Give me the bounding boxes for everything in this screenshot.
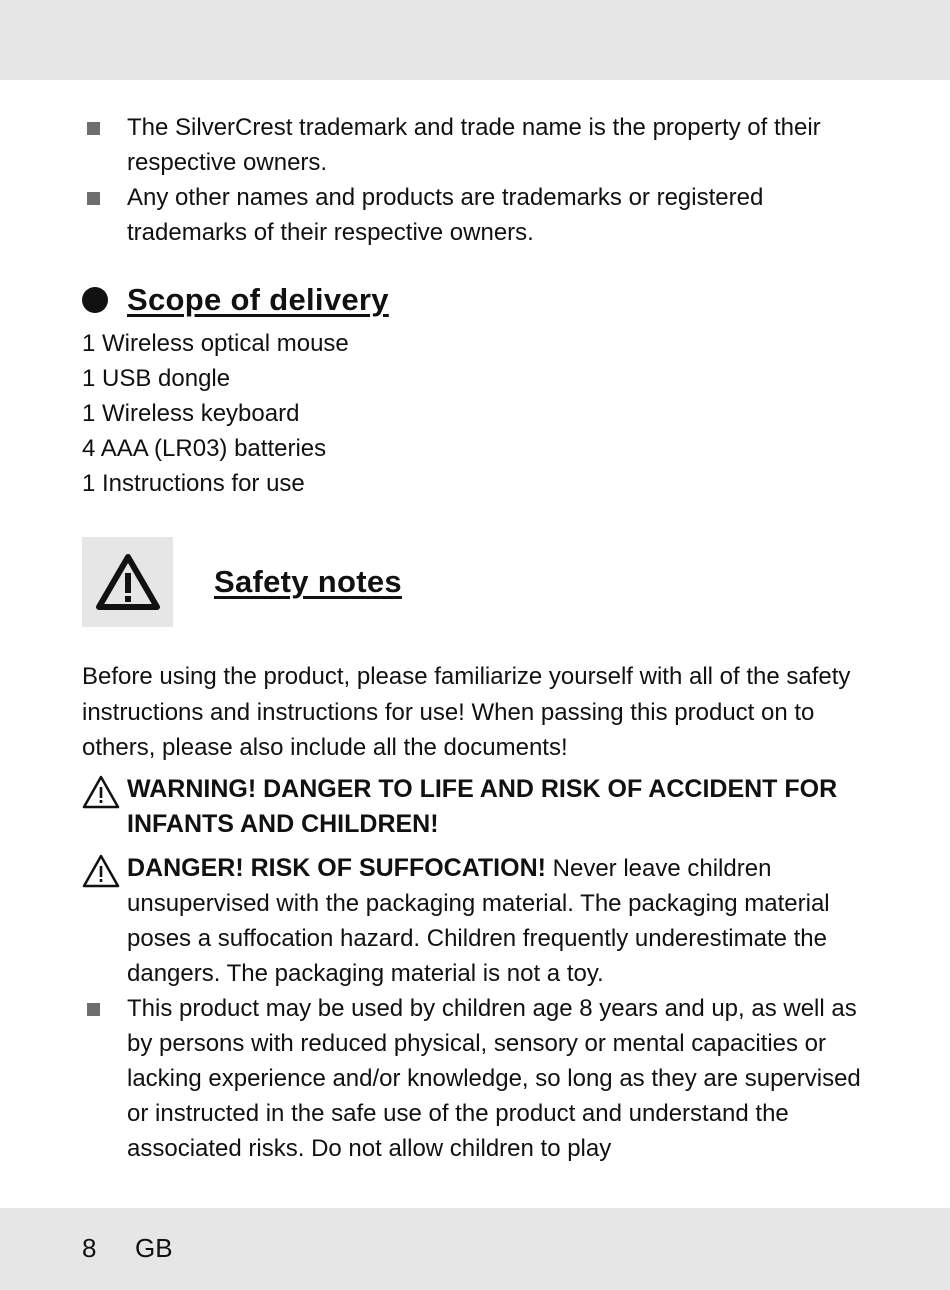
header-band	[0, 0, 950, 80]
square-bullet-icon	[87, 1003, 100, 1016]
danger-label: DANGER! RISK OF SUFFOCATION!	[127, 853, 546, 882]
safety-bullet-text: This product may be used by children age 8 years and up, as well as by persons with reduced physical, sensory or mental capacities or lacking experience and/or knowledge, so long as they are supervised or instructed in the safe use of the product and understand the associated risks. Do not allow children to play	[127, 994, 861, 1162]
safety-icon-box	[82, 537, 173, 627]
list-item: 1 Instructions for use	[82, 470, 305, 497]
filled-circle-icon	[82, 287, 108, 313]
scope-heading	[82, 276, 862, 324]
page-content	[82, 110, 862, 1166]
scope-title: Scope of delivery	[127, 282, 389, 317]
square-bullet-icon	[87, 192, 100, 205]
list-item: 4 AAA (LR03) batteries	[82, 435, 327, 462]
list-item	[82, 110, 862, 180]
scope-list	[82, 326, 862, 501]
list-item: 1 Wireless optical mouse	[82, 330, 349, 357]
warning-triangle-icon	[82, 775, 120, 809]
danger-text: Never leave children unsupervised with the packaging material. The packaging material poses a suffocation hazard. Children frequently underestimate the dangers. The packaging material is not a toy.	[127, 854, 830, 987]
safety-title: Safety notes	[214, 564, 402, 599]
list-item: 1 Wireless keyboard	[82, 400, 300, 427]
warning-triangle-icon	[95, 553, 161, 611]
list-item	[82, 180, 862, 250]
safety-intro: Before using the product, please familiarize yourself with all of the safety instructions and instructions for use! When passing this product on to others, please also include all the documents!	[82, 663, 851, 761]
warning-item	[82, 772, 862, 842]
warning-triangle-icon	[82, 854, 120, 888]
safety-heading	[82, 537, 862, 627]
square-bullet-icon	[87, 122, 100, 135]
list-item	[82, 991, 862, 1166]
trademark-text: The SilverCrest trademark and trade name is the property of their respective owners.	[127, 114, 821, 176]
warning-text: WARNING! DANGER TO LIFE AND RISK OF ACCIDENT FOR INFANTS AND CHILDREN!	[127, 774, 838, 838]
list-item: 1 USB dongle	[82, 365, 231, 392]
trademark-text: Any other names and products are trademarks or registered trademarks of their respective owners.	[127, 184, 764, 246]
language-code: GB	[135, 1233, 173, 1263]
warning-item	[82, 851, 862, 991]
page-number: 8	[82, 1233, 97, 1263]
